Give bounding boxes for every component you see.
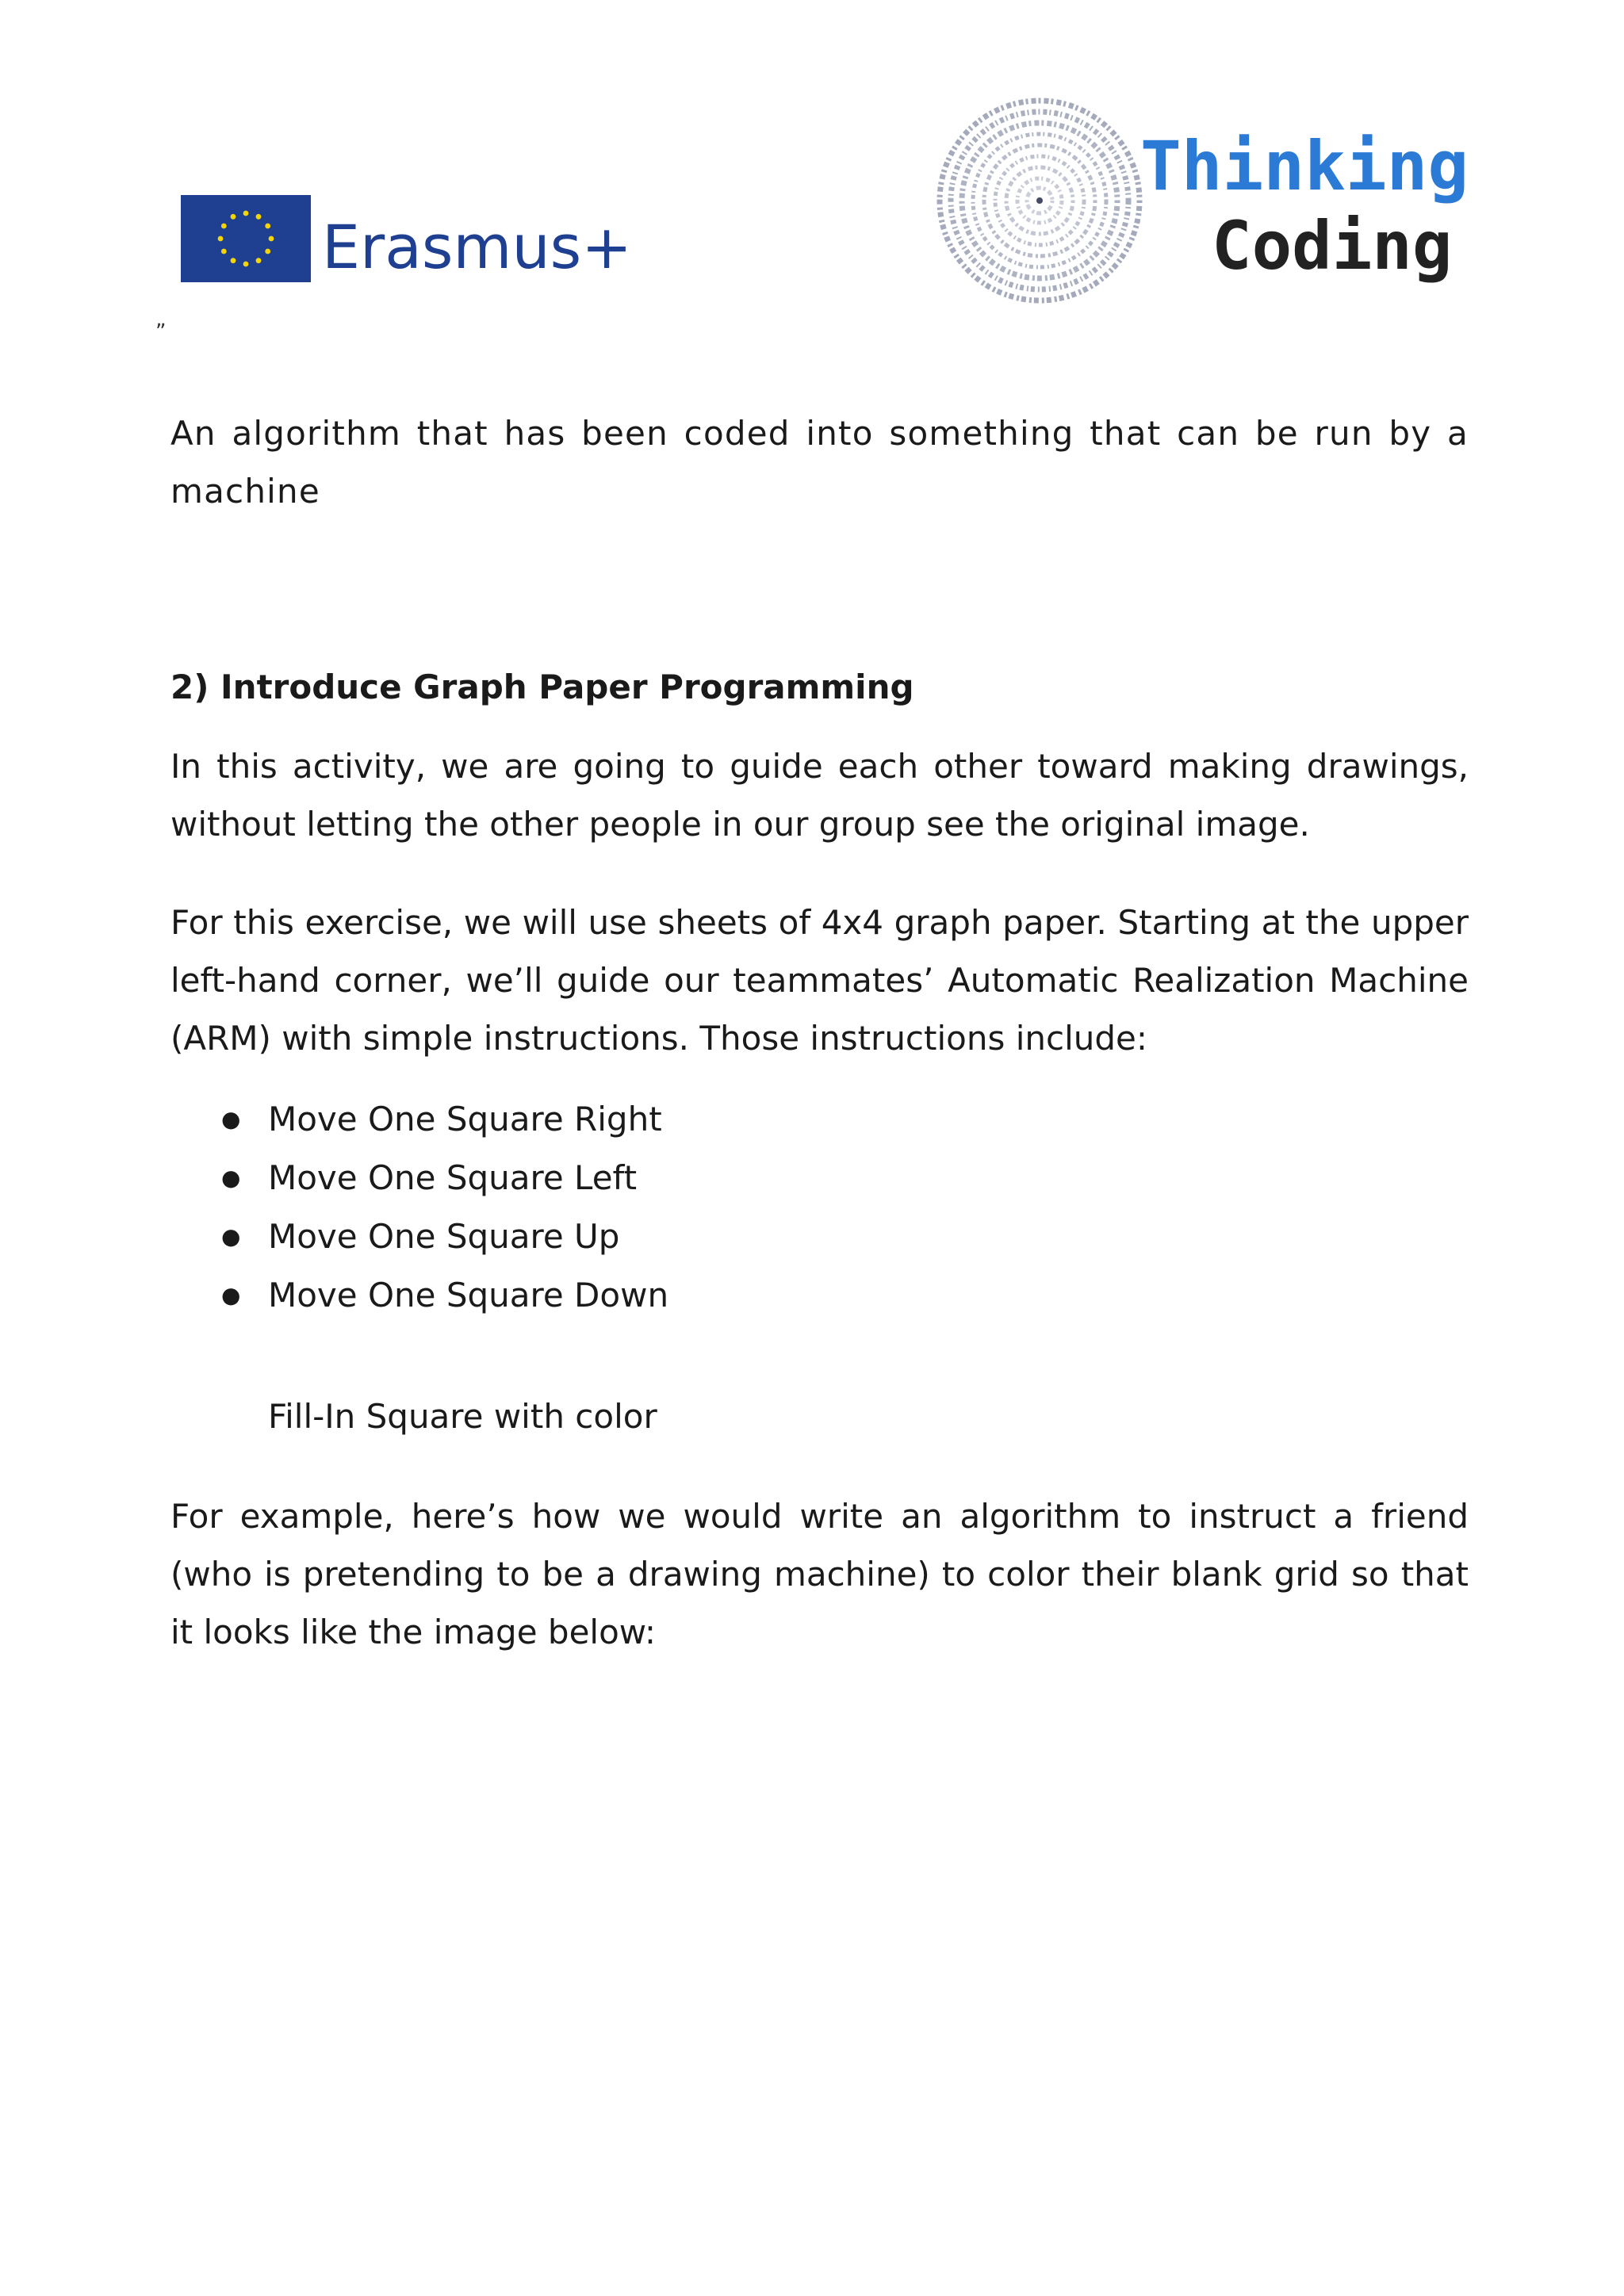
list-item <box>170 1266 1122 1325</box>
eu-star-icon <box>221 224 227 229</box>
eu-star-icon <box>243 262 249 267</box>
page-header <box>0 0 1624 333</box>
binary-spiral-icon <box>933 94 1147 308</box>
instruction-label: Move One Square Down <box>268 1276 669 1314</box>
eu-star-icon <box>243 211 249 216</box>
thinking-coding-logo <box>933 94 1469 316</box>
coding-label: Coding <box>1212 207 1453 285</box>
activity-paragraph: In this activity, we are going to guide each other toward making drawings, without letting the other people in our group see the original image. <box>170 747 1469 844</box>
erasmus-label: Erasmus+ <box>322 212 632 282</box>
eu-star-icon <box>256 214 262 220</box>
bullet-icon: ● <box>221 1165 241 1191</box>
erasmus-plus-logo <box>181 195 632 290</box>
thinking-label: Thinking <box>1140 127 1469 206</box>
eu-star-icon <box>231 214 236 220</box>
list-item <box>170 1090 1122 1149</box>
eu-star-icon <box>231 258 236 263</box>
bullet-icon: ● <box>221 1106 241 1132</box>
eu-star-icon <box>218 236 224 242</box>
eu-star-icon <box>265 224 270 229</box>
eu-star-icon <box>256 258 262 263</box>
instruction-label: Move One Square Left <box>268 1158 638 1197</box>
bullet-icon: ● <box>221 1223 241 1249</box>
intro-paragraph: An algorithm that has been coded into something that can be run by a machine <box>170 414 1469 511</box>
example-paragraph: For example, here’s how we would write an algorithm to instruct a friend (who is pretending to be a drawing machine) to color their blank grid so that it looks like the image below: <box>170 1497 1469 1651</box>
bullet-icon: ● <box>221 1282 241 1308</box>
eu-star-icon <box>265 249 270 254</box>
instruction-label: Move One Square Right <box>268 1100 662 1138</box>
exercise-paragraph: For this exercise, we will use sheets of 4x4 graph paper. Starting at the upper left-hand corner, we’ll guide our teammates’ Automatic Realization Machine (ARM) with simple instructions. Those instructions include: <box>170 903 1469 1058</box>
eu-star-icon <box>269 236 274 242</box>
fill-in-instruction: Fill-In Square with color <box>268 1397 657 1436</box>
eu-star-icon <box>221 249 227 254</box>
stray-quote-mark: „ <box>155 308 167 331</box>
eu-flag-icon <box>181 195 311 282</box>
list-item <box>170 1207 1122 1266</box>
instruction-label: Move One Square Up <box>268 1217 620 1256</box>
instruction-list <box>170 1090 1122 1325</box>
list-item <box>170 1149 1122 1207</box>
section-heading: 2) Introduce Graph Paper Programming <box>170 668 914 706</box>
